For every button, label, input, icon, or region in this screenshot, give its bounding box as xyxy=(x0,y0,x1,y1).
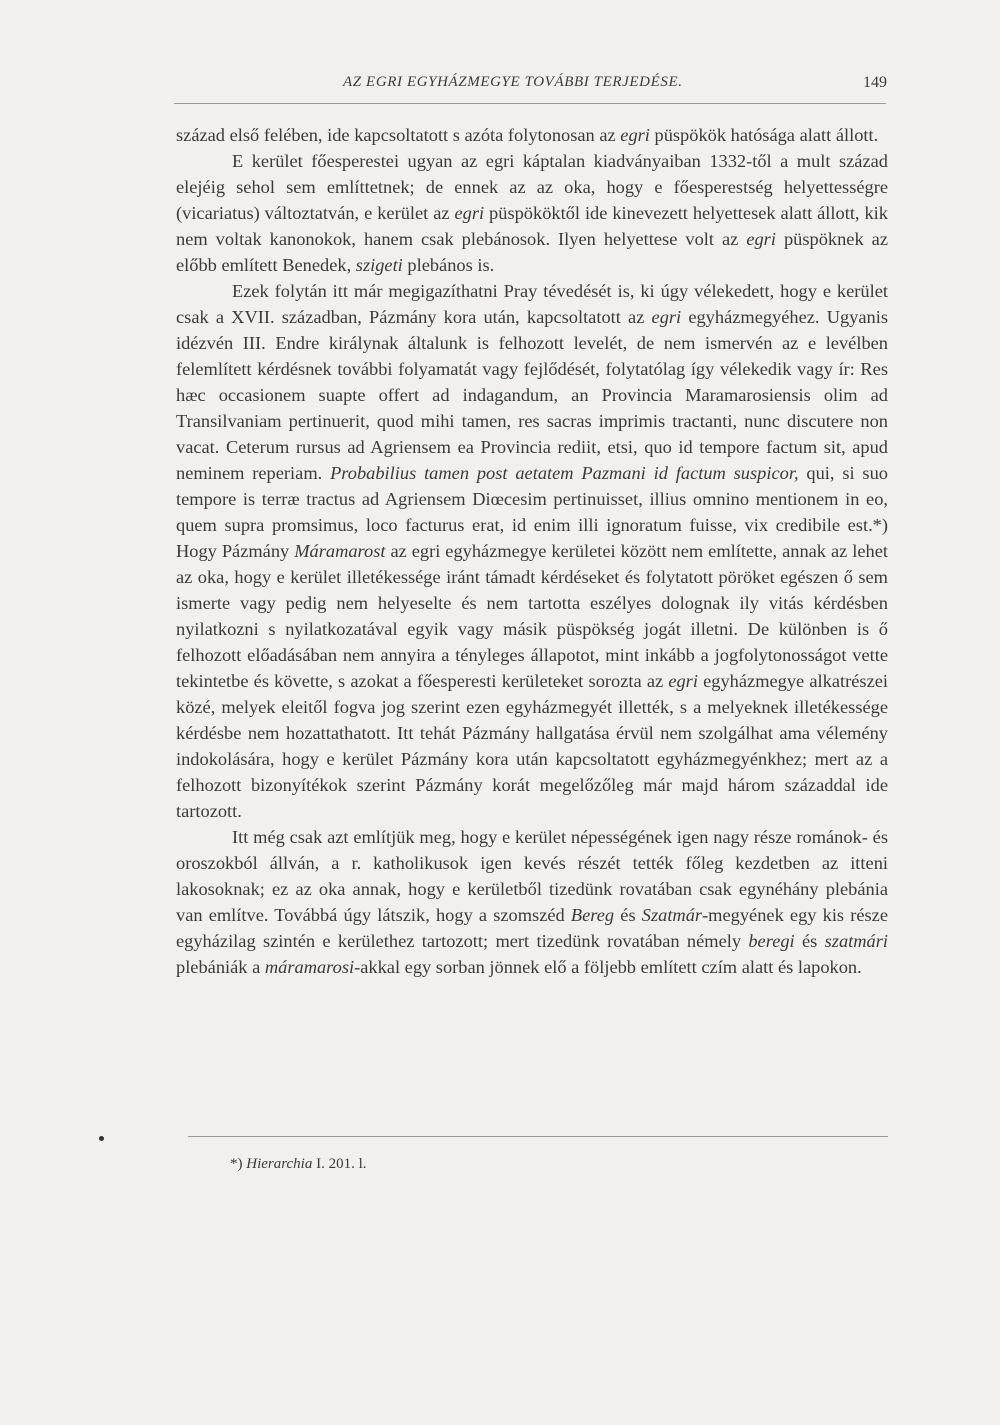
italic-run: Szatmár xyxy=(641,905,703,925)
italic-run: Hierarchia xyxy=(246,1156,313,1172)
text-run: -akkal egy sorban jönnek elő a följebb említett czím alatt és lapokon. xyxy=(354,957,862,977)
text-run: egyházmegyéhez. Ugyanis idézvén III. Endre királynak általunk is felhozott levelét, de nem ismervén az e levélben felemlített kérdésnek további folyamatát vagy fejlődését, folytatólag így vélekedik vagy ír: Res hæc occasionem suapte offert ad indagandum, an Provincia Maramarosiensis olim ad Transilvaniam pertinuerit, quod mihi tamen, res sacras imprimis tractanti, nunc discutere non vacat. Ceterum rursus ad Agriensem ea Provincia rediit, etsi, quo id tempore factum sit, apud neminem reperiam. xyxy=(176,307,888,483)
margin-dot xyxy=(99,1136,104,1141)
header-rule xyxy=(174,103,886,104)
running-head xyxy=(175,74,887,100)
text-run: qui, si suo tempore is terræ tractus ad Agriensem Diœcesim pertinuisset, illius omnino mentionem in eo, quem supra promsimus, loco facturus erat, id enim illi ignoratum fuisse, vix credibile est.*) Hogy Pázmány xyxy=(176,463,888,561)
italic-run: Máramarost xyxy=(294,541,386,561)
italic-run: egri xyxy=(746,229,776,249)
italic-run: Probabilius tamen post aetatem Pazmani id factum suspicor, xyxy=(330,463,799,483)
text-run: Ezek folytán itt már megigazíthatni Pray tévedését is, ki úgy vélekedett, hogy e kerület csak a XVII. században, Pázmány kora után, kapcsoltatott az xyxy=(176,281,888,327)
text-run: az egri egyházmegye kerületei között nem említette, annak az lehet az oka, hogy e kerület illetékessége iránt támadt kérdéseket és folytatott pöröket egészen ő sem ismerte vagy pedig nem helyeselte és nem tartotta eszélyes dolognak ily vitás kérdésben nyilatkozni s nyilatkozatával egyik vagy másik püspökség jogát illetni. De különben is ő felhozott előadásában nem annyira a tényleges állapotot, mint inkább a jogfolytonosságot vette tekintetbe és követte, s azokat a főesperesti kerületeket sorozta az xyxy=(176,541,888,691)
body-text xyxy=(176,122,888,980)
italic-run: egri xyxy=(668,671,698,691)
text-run: és xyxy=(794,931,825,951)
italic-run: egri xyxy=(454,203,485,223)
text-run: püspököktől ide kinevezett helyettesek alatt állott, kik nem voltak kanonokok, hanem csak plebánosok. Ilyen helyettese volt az xyxy=(176,203,888,249)
paragraph xyxy=(176,148,888,278)
text-run: püspöknek az előbb említett Benedek, xyxy=(176,229,888,275)
italic-run: egri xyxy=(651,307,682,327)
text-run: püspökök hatósága alatt állott. xyxy=(649,125,879,145)
text-run: Itt még csak azt említjük meg, hogy e kerület népességének igen nagy része románok- és oroszokból állván, a r. katholikusok igen kevés részét tették főleg kezdetben az itteni lakosoknak; ez az oka annak, hogy e kerületből tizedünk rovatában csak egynéhány plebánia van említve. Továbbá úgy látszik, hogy a szomszéd xyxy=(176,827,888,925)
text-run: I. 201. l. xyxy=(312,1156,367,1172)
text-run: egyházmegye alkatrészei közé, melyek eleitől fogva jog szerint ezen egyházmegyét illették, s a melyeknek illetékessége kérdésbe nem hozattathatott. Itt tehát Pázmány hallgatása érvül nem szolgálhat ama vélemény indokolására, hogy e kerület Pázmány kora után kapcsoltatott egyházmegyénkhez; mert az a felhozott bizonyítékok szerint Pázmány korát megelőzőleg már majd három századdal ide tartozott. xyxy=(176,671,888,821)
text-run: E kerület főesperestei ugyan az egri káptalan kiadványaiban 1332-től a mult század elejéig sehol sem említtetnek; de ennek az az oka, hogy e főesperestség helyettességre (vicariatus) változtatván, e kerület az xyxy=(176,151,888,223)
italic-run: Bereg xyxy=(570,905,615,925)
italic-run: szigeti xyxy=(355,255,403,275)
text-run: plebániák a xyxy=(176,957,265,977)
text-run: plebános is. xyxy=(402,255,495,275)
text-run: és xyxy=(614,905,642,925)
paragraph xyxy=(176,122,888,148)
italic-run: máramarosi xyxy=(264,957,355,977)
text-run: *) xyxy=(230,1156,247,1172)
paragraph xyxy=(176,824,888,980)
italic-run: egri xyxy=(620,125,650,145)
text-run: század első felében, ide kapcsoltatott s azóta folytonosan az xyxy=(176,125,621,145)
running-title: AZ EGRI EGYHÁZMEGYE TOVÁBBI TERJEDÉSE. xyxy=(343,74,683,90)
footnote xyxy=(230,1156,880,1173)
italic-run: beregi xyxy=(748,931,795,951)
page-number: 149 xyxy=(863,74,887,91)
footnote-rule xyxy=(188,1136,888,1137)
italic-run: szatmári xyxy=(824,931,888,951)
paragraph xyxy=(176,278,888,824)
text-run: -megyének egy kis része egyházilag szintén e kerülethez tartozott; mert tizedünk rovatában némely xyxy=(176,905,889,951)
